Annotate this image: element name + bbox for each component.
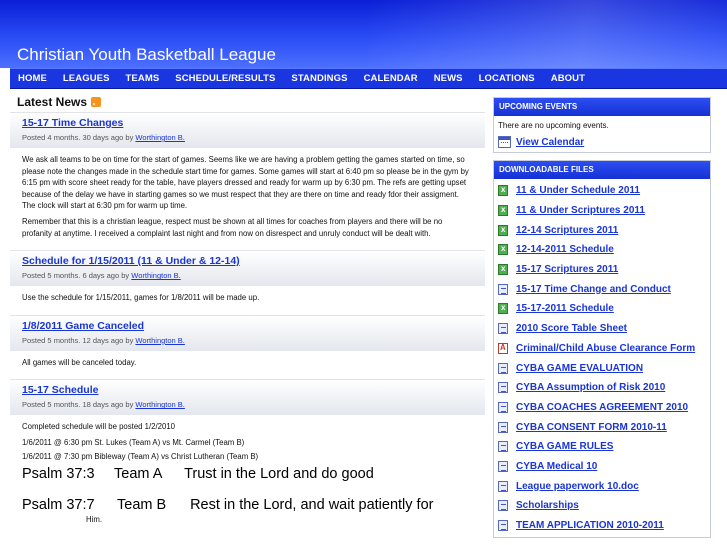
spreadsheet-icon — [498, 244, 508, 255]
nav-about[interactable]: ABOUT — [550, 73, 586, 84]
file-link[interactable]: 12-14 Scriptures 2011 — [516, 224, 619, 236]
file-link[interactable]: CYBA COACHES AGREEMENT 2010 — [516, 401, 689, 413]
calendar-icon — [498, 136, 511, 148]
news-post — [10, 379, 485, 532]
nav-schedule-results[interactable]: SCHEDULE/RESULTS — [175, 73, 276, 84]
document-icon — [498, 520, 508, 531]
file-item — [494, 260, 710, 280]
post-header — [10, 250, 485, 286]
post-meta-text: Posted 5 months. 18 days ago by — [22, 400, 134, 410]
post-paragraph: 1/6/2011 @ 6:30 pm St. Lukes (Team A) vs Mt. Carmel (Team B) — [22, 437, 245, 447]
psalm-line — [22, 464, 473, 484]
file-link[interactable]: CYBA CONSENT FORM 2010-11 — [516, 421, 667, 433]
post-paragraph: Completed schedule will be posted 1/2/2010 — [22, 422, 176, 432]
nav-leagues[interactable]: LEAGUES — [62, 73, 110, 84]
nav-standings[interactable]: STANDINGS — [291, 73, 348, 84]
post-paragraph: We ask all teams to be on time for the start of games. Seems like we are having a problem getting the games started on time, so please note the changes made in the schedule start time for games. Some games will start at 6:40 pm so please be in the gym by 6:15 pm with score sheet ready for the table, have players dressed and ready for warm up by 6:30 pm. The refs are getting upset because of the delay we have in starting games so we must respect that they are there on time and ready fdor their assigment. The clock will start at 6:30 pm for warm up time. — [22, 155, 469, 211]
nav-calendar[interactable]: CALENDAR — [363, 73, 418, 84]
post-paragraph: 1/6/2011 @ 7:30 pm Bibleway (Team A) vs Christ Lutheran (Team B) — [22, 451, 259, 461]
post-author-link[interactable]: Worthington B. — [135, 400, 185, 410]
file-link[interactable]: 12-14-2011 Schedule — [516, 244, 614, 256]
psalm-team: Team B — [117, 497, 167, 514]
news-column — [10, 92, 485, 545]
latest-news-title: Latest News — [17, 95, 88, 109]
file-link[interactable]: 15-17 Time Change and Conduct — [516, 283, 671, 295]
upcoming-events-box — [493, 97, 711, 153]
file-item — [494, 279, 710, 299]
main-nav — [10, 68, 727, 89]
file-item — [494, 516, 710, 536]
psalm-text: Rest in the Lord, and wait patiently for — [190, 497, 434, 514]
document-icon — [498, 461, 508, 472]
nav-locations[interactable]: LOCATIONS — [478, 73, 535, 84]
site-header — [0, 0, 727, 68]
upcoming-events-body — [494, 116, 710, 152]
spreadsheet-icon — [498, 225, 508, 236]
file-item — [494, 358, 710, 378]
site-title: Christian Youth Basketball League — [17, 45, 276, 64]
file-link[interactable]: CYBA Medical 10 — [516, 460, 598, 472]
post-title-link[interactable]: 1/8/2011 Game Canceled — [22, 319, 144, 332]
file-item — [494, 181, 710, 201]
document-icon — [498, 382, 508, 393]
file-item — [494, 437, 710, 457]
file-item — [494, 319, 710, 339]
nav-news[interactable]: NEWS — [433, 73, 463, 84]
file-item — [494, 378, 710, 398]
file-link[interactable]: Scholarships — [516, 500, 579, 512]
file-link[interactable]: League paperwork 10.doc — [516, 480, 639, 492]
file-item — [494, 496, 710, 516]
spreadsheet-icon — [498, 205, 508, 216]
post-body — [10, 148, 485, 250]
file-item — [494, 339, 710, 359]
post-body — [10, 351, 485, 380]
file-item — [494, 476, 710, 496]
file-item — [494, 201, 710, 221]
latest-news-header — [10, 92, 485, 112]
file-item — [494, 457, 710, 477]
psalm-ref: Psalm 37:3 — [22, 466, 95, 483]
file-link[interactable]: 15-17 Scriptures 2011 — [516, 264, 619, 276]
nav-teams[interactable]: TEAMS — [125, 73, 160, 84]
post-meta — [22, 399, 485, 411]
post-header — [10, 112, 485, 148]
file-link[interactable]: CYBA GAME RULES — [516, 441, 614, 453]
psalm-ref: Psalm 37:7 — [22, 497, 95, 514]
post-meta-text: Posted 5 months. 12 days ago by — [22, 335, 134, 345]
file-link[interactable]: CYBA GAME EVALUATION — [516, 362, 644, 374]
post-paragraph: Use the schedule for 1/15/2011, games for 1/8/2011 will be made up. — [22, 293, 260, 303]
post-meta — [22, 270, 485, 282]
downloadable-files-box — [493, 160, 711, 538]
document-icon — [498, 284, 508, 295]
post-header — [10, 379, 485, 415]
file-item — [494, 240, 710, 260]
post-meta-text: Posted 4 months. 30 days ago by — [22, 133, 134, 142]
view-calendar-row — [498, 136, 706, 148]
file-item — [494, 417, 710, 437]
file-link[interactable]: 15-17-2011 Schedule — [516, 303, 614, 315]
post-author-link[interactable]: Worthington B. — [135, 335, 185, 345]
document-icon — [498, 500, 508, 511]
post-title-link[interactable]: 15-17 Schedule — [22, 384, 99, 397]
psalm-tail: Him. — [86, 515, 103, 525]
document-icon — [498, 481, 508, 492]
post-title-link[interactable]: Schedule for 1/15/2011 (11 & Under & 12-14) — [22, 255, 240, 268]
no-events-text: There are no upcoming events. — [498, 121, 609, 130]
pdf-icon — [498, 343, 508, 354]
file-item — [494, 220, 710, 240]
post-body — [10, 415, 485, 532]
document-icon — [498, 402, 508, 413]
document-icon — [498, 422, 508, 433]
nav-home[interactable]: HOME — [18, 73, 47, 84]
post-header — [10, 315, 485, 351]
post-author-link[interactable]: Worthington B. — [135, 133, 185, 142]
post-paragraph: All games will be canceled today. — [22, 357, 137, 367]
spreadsheet-icon — [498, 303, 508, 314]
document-icon — [498, 363, 508, 374]
file-item — [494, 398, 710, 418]
post-title-link[interactable]: 15-17 Time Changes — [22, 117, 124, 129]
view-calendar-link[interactable]: View Calendar — [516, 136, 585, 148]
post-meta-text: Posted 5 months. 6 days ago by — [22, 271, 130, 281]
file-item — [494, 299, 710, 319]
file-link[interactable]: 2010 Score Table Sheet — [516, 323, 627, 335]
news-post — [10, 315, 485, 380]
upcoming-events-heading: UPCOMING EVENTS — [494, 98, 710, 116]
header-gloss — [367, 0, 727, 68]
document-icon — [498, 441, 508, 452]
spreadsheet-icon — [498, 264, 508, 275]
sidebar — [493, 97, 711, 545]
psalm-line — [22, 495, 473, 515]
post-body — [10, 286, 485, 315]
downloadable-files-list — [494, 179, 710, 537]
psalm-team: Team A — [114, 466, 163, 483]
post-meta — [22, 132, 485, 144]
document-icon — [498, 323, 508, 334]
post-author-link[interactable]: Worthington B. — [131, 271, 181, 281]
downloadable-files-heading: DOWNLOADABLE FILES — [494, 161, 710, 179]
file-link[interactable]: CYBA Assumption of Risk 2010 — [516, 382, 666, 394]
file-link[interactable]: Criminal/Child Abuse Clearance Form — [516, 342, 696, 354]
post-paragraph: Remember that this is a christian league, respect must be shown at all times for coaches from players and there will be no profanity at anytime. I received a complaint last night and from now on disrespect and unruly conduct will be dealt with. — [22, 216, 443, 238]
psalm-text: Trust in the Lord and do good — [184, 466, 374, 483]
file-link[interactable]: 11 & Under Schedule 2011 — [516, 185, 640, 197]
news-post — [10, 250, 485, 315]
spreadsheet-icon — [498, 185, 508, 196]
rss-icon[interactable] — [91, 97, 101, 107]
post-meta — [22, 335, 485, 347]
news-post — [10, 112, 485, 250]
file-link[interactable]: 11 & Under Scriptures 2011 — [516, 205, 645, 217]
file-link[interactable]: TEAM APPLICATION 2010-2011 — [516, 520, 664, 532]
